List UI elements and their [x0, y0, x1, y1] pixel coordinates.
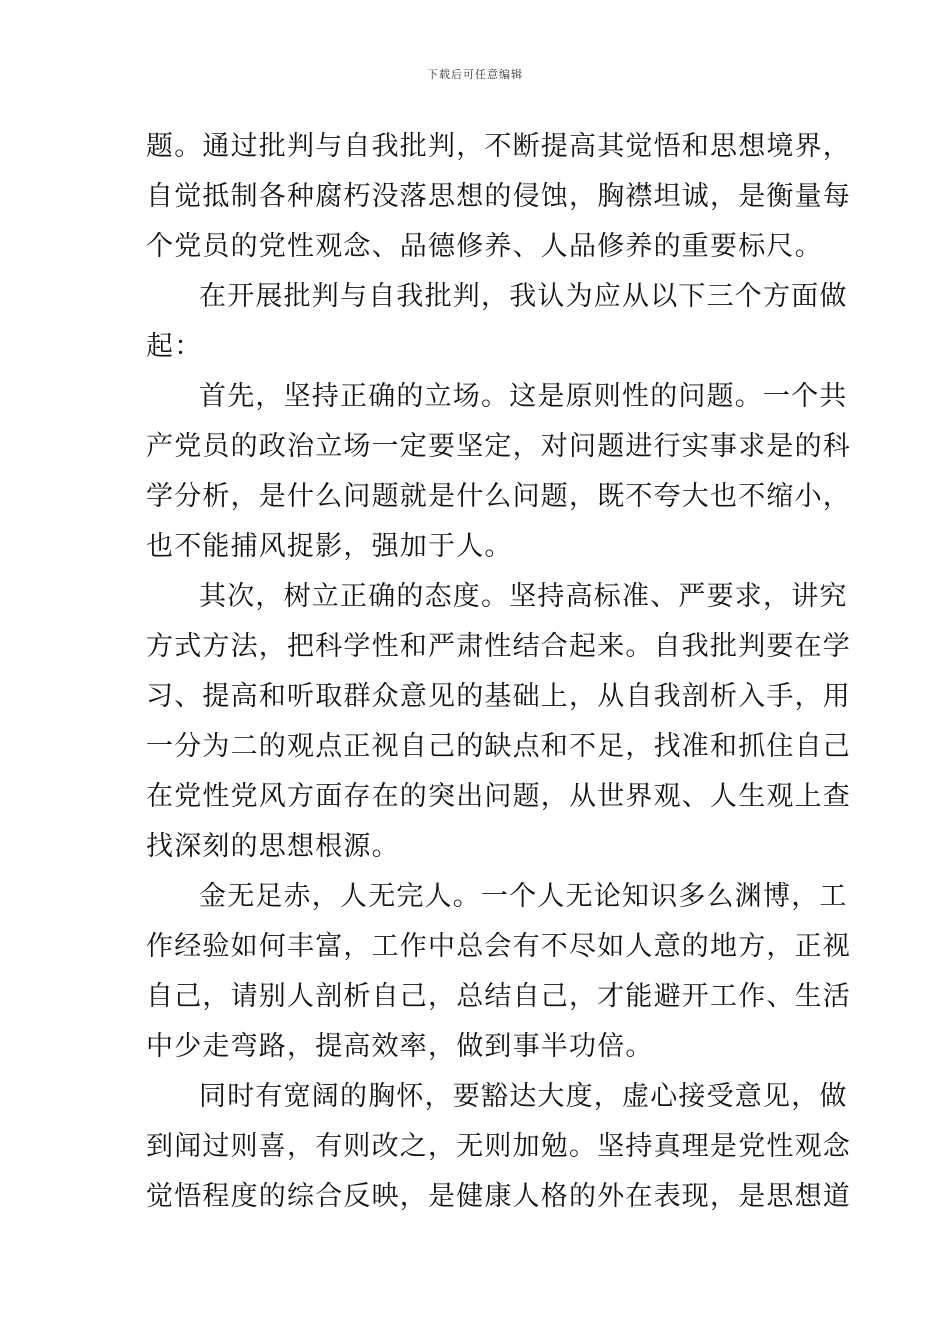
text-line: 作经验如何丰富，工作中总会有不尽如人意的地方，正视	[146, 931, 851, 962]
text-line: 习、提高和听取群众意见的基础上，从自我剖析入手，用	[146, 681, 851, 712]
text-line: 学分析，是什么问题就是什么问题，既不夸大也不缩小，	[146, 481, 851, 512]
text-line: 自觉抵制各种腐朽没落思想的侵蚀，胸襟坦诚，是衡量每	[146, 181, 851, 212]
document-body	[146, 127, 851, 1227]
text-line: 产党员的政治立场一定要坚定，对问题进行实事求是的科	[146, 431, 851, 462]
text-line: 同时有宽阔的胸怀，要豁达大度，虚心接受意见，做	[199, 1081, 848, 1112]
text-line: 中少走弯路，提高效率，做到事半功倍。	[146, 1031, 654, 1062]
text-line: 金无足赤，人无完人。一个人无论知识多么渊博，工	[199, 881, 848, 912]
text-line: 其次，树立正确的态度。坚持高标准、严要求，讲究	[199, 581, 848, 612]
text-line: 在开展批判与自我批判，我认为应从以下三个方面做	[199, 281, 848, 312]
text-line: 也不能捕风捉影，强加于人。	[146, 531, 513, 562]
header-note: 下载后可任意编辑	[427, 68, 523, 81]
text-line: 到闻过则喜，有则改之，无则加勉。坚持真理是党性观念	[146, 1131, 851, 1162]
text-line: 找深刻的思想根源。	[146, 831, 400, 862]
text-line: 方式方法，把科学性和严肃性结合起来。自我批判要在学	[146, 631, 851, 662]
text-line: 起：	[146, 331, 203, 362]
text-line: 个党员的党性观念、品德修养、人品修养的重要标尺。	[146, 231, 823, 262]
text-line: 觉悟程度的综合反映，是健康人格的外在表现，是思想道	[146, 1181, 851, 1212]
text-line: 在党性党风方面存在的突出问题，从世界观、人生观上查	[146, 781, 851, 812]
text-line: 自己，请别人剖析自己，总结自己，才能避开工作、生活	[146, 981, 851, 1012]
text-line: 首先，坚持正确的立场。这是原则性的问题。一个共	[199, 381, 848, 412]
text-line: 一分为二的观点正视自己的缺点和不足，找准和抓住自己	[146, 731, 851, 762]
text-line: 题。通过批判与自我批判，不断提高其觉悟和思想境界，	[146, 131, 851, 162]
